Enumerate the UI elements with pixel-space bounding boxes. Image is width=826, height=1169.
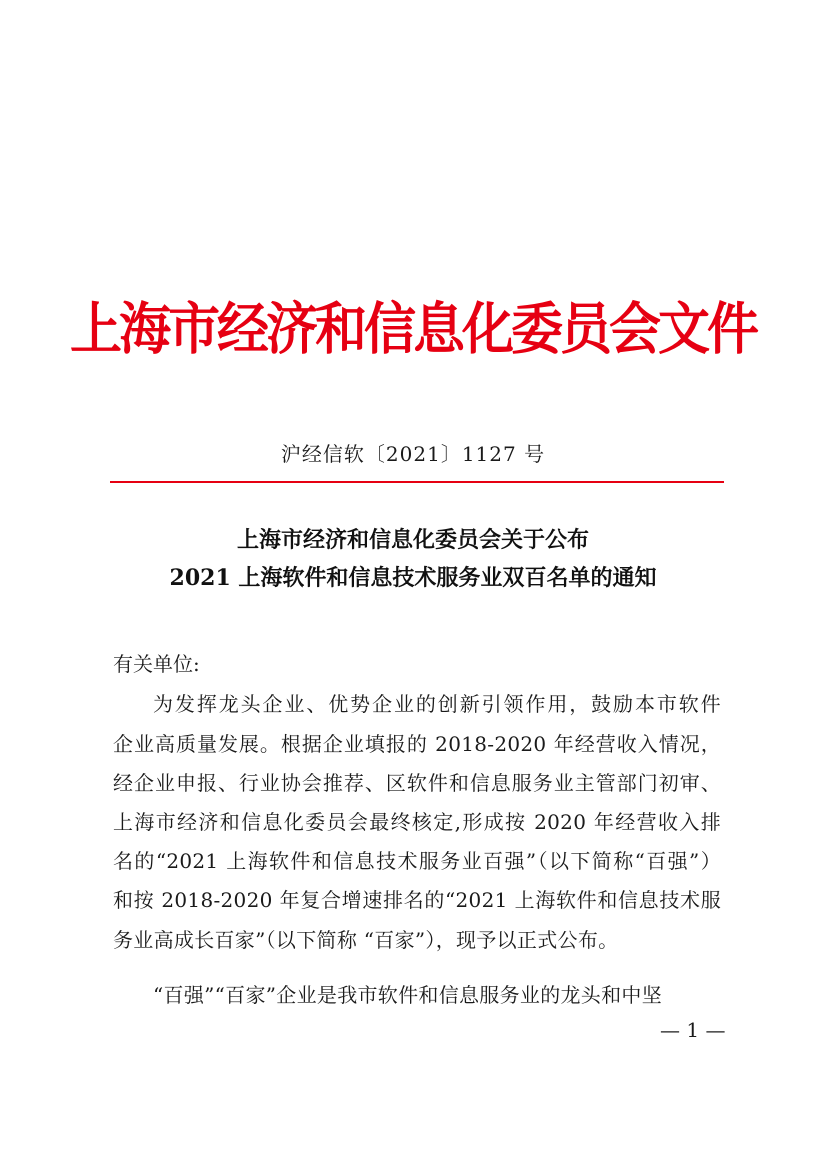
red-divider-line [110,481,724,483]
paragraph-line: 和按 2018-2020 年复合增速排名的“2021 上海软件和信息技术服 [113,888,721,912]
paragraph-line: 经企业申报、行业协会推荐、区软件和信息服务业主管部门初审、 [113,771,721,795]
page-number: — 1 — [660,1018,726,1042]
salutation: 有关单位: [113,652,200,676]
masthead-title: 上海市经济和信息化委员会文件 [69,296,756,363]
document-number: 沪经信软〔2021〕1127 号 [280,442,546,466]
notice-title-line-2: 2021 上海软件和信息技术服务业双百名单的通知 [169,565,657,591]
paragraph-line: 上海市经济和信息化委员会最终核定,形成按 2020 年经营收入排 [113,810,721,834]
paragraph-line: 名的“2021 上海软件和信息技术服务业百强”（以下简称“百强”） [113,849,721,873]
paragraph-2-line: “百强”“百家”企业是我市软件和信息服务业的龙头和中坚 [153,983,662,1007]
paragraph-line: 企业高质量发展。根据企业填报的 2018-2020 年经营收入情况， [113,732,721,756]
notice-title-line-1: 上海市经济和信息化委员会关于公布 [236,527,589,553]
paragraph-line: 为发挥龙头企业、优势企业的创新引领作用，鼓励本市软件 [153,692,721,716]
paragraph-line: 务业高成长百家”（以下简称 “百家”），现予以正式公布。 [113,928,619,952]
